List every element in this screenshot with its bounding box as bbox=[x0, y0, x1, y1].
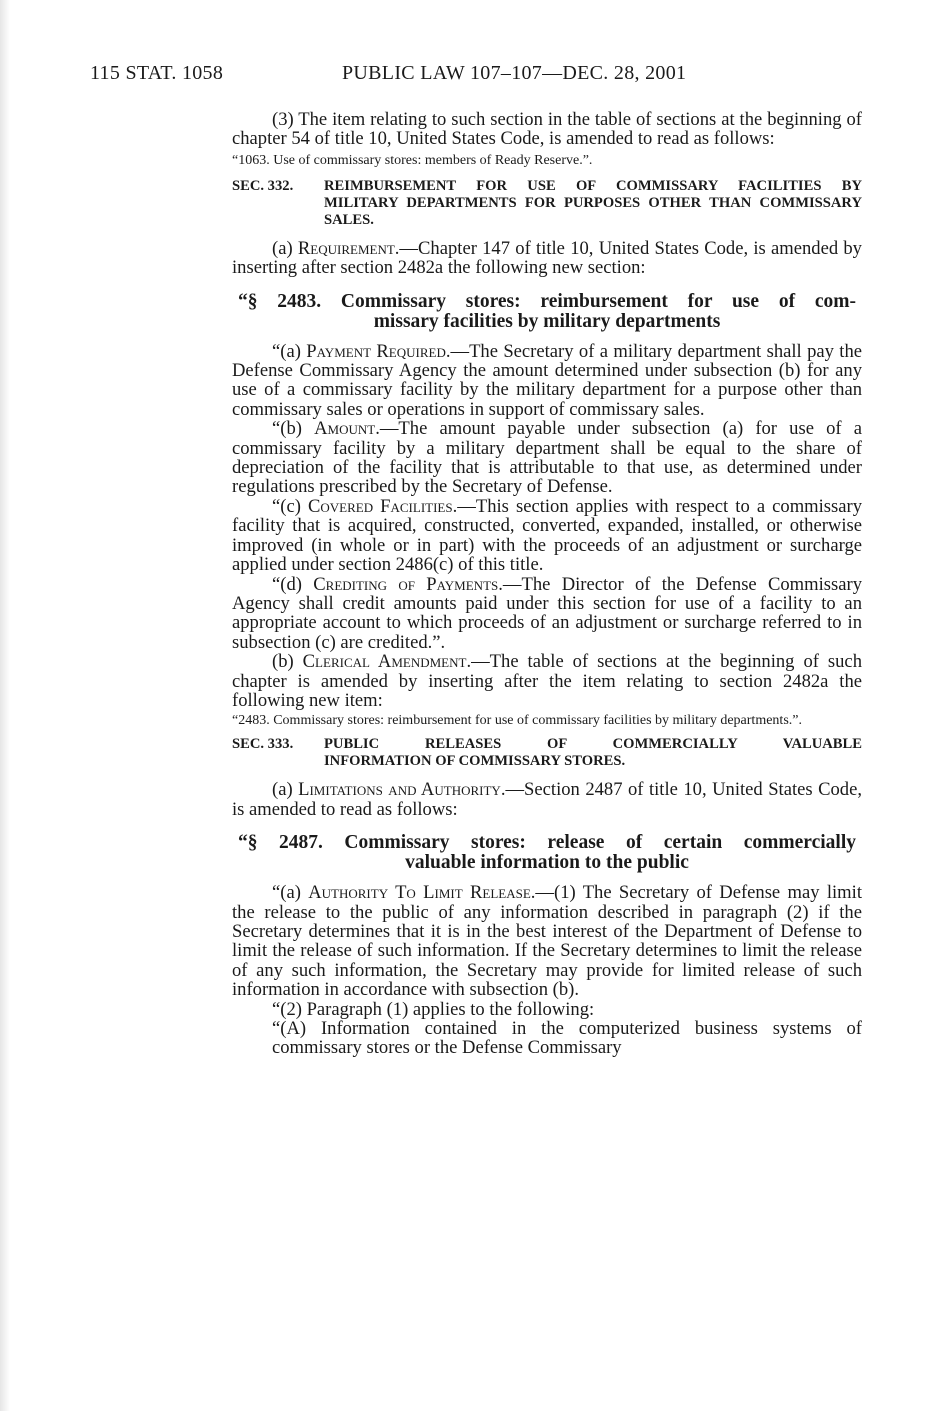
toc-item-2483: “2483. Commissary stores: reimbursement for use of commissary facilities by military departments.”. bbox=[232, 713, 802, 729]
section-2487-subparagraph-A: “(A) Information contained in the computerized business systems of commissary stores or the Defense Commissary bbox=[272, 1018, 862, 1059]
law-reference: PUBLIC LAW 107–107—DEC. 28, 2001 bbox=[342, 62, 687, 84]
section-332-title bbox=[324, 178, 862, 229]
subsection-label: (a) bbox=[272, 237, 298, 259]
section-2487-title-line2: valuable information to the public bbox=[405, 852, 689, 874]
subsection-text: .—The amount payable under subsection (a) for use of a commissary facility by a military department shall be equal to the share of depreciation of the facility that is attributable to that use, as determined under regulations prescribed by the Secretary of Defense. bbox=[232, 418, 862, 498]
subsection-heading: Amount bbox=[314, 418, 376, 440]
section-332-heading bbox=[232, 178, 862, 229]
section-333-number: SEC. 333. bbox=[232, 736, 294, 753]
section-332-title-rest: MILITARY DEPARTMENTS FOR PURPOSES OTHER THAN COMMISSARY SALES. bbox=[324, 194, 862, 228]
section-332-number: SEC. 332. bbox=[232, 177, 294, 194]
section-2483-subsection-b bbox=[232, 419, 862, 497]
section-333-heading bbox=[232, 736, 862, 770]
section-2487-title bbox=[232, 833, 862, 873]
stat-reference: 115 STAT. 1058 bbox=[90, 62, 224, 84]
section-2487-paragraph-2: “(2) Paragraph (1) applies to the following: bbox=[272, 998, 595, 1020]
section-332-title-line1: REIMBURSEMENT FOR USE OF COMMISSARY FACILITIES BY bbox=[324, 177, 862, 194]
section-332-subsection-a bbox=[232, 239, 862, 278]
subsection-label: “(a) bbox=[272, 882, 309, 904]
toc-item-1063: “1063. Use of commissary stores: members of Ready Reserve.”. bbox=[232, 152, 593, 168]
scan-edge-shadow bbox=[0, 0, 10, 1411]
running-head bbox=[90, 62, 865, 88]
section-2487-title-line1: “§ 2487. Commissary stores: release of certain commercially bbox=[238, 832, 856, 854]
section-2487-subsection-a bbox=[232, 883, 862, 999]
section-2483-subsection-c bbox=[232, 497, 862, 575]
body-text bbox=[232, 110, 862, 1058]
subsection-label: “(a) bbox=[272, 340, 307, 362]
section-2483-title-line1: “§ 2483. Commissary stores: reimbursement for use of com- bbox=[238, 290, 856, 312]
subsection-label: “(b) bbox=[272, 418, 315, 440]
subsection-text: .—Section 2487 of title 10, United States Code, is amended to read as follows: bbox=[232, 779, 862, 820]
subsection-heading: Requirement bbox=[297, 237, 395, 259]
subsection-heading: Covered Facilities bbox=[307, 495, 453, 517]
section-2483-subsection-a bbox=[232, 342, 862, 420]
subsection-text: .—This section applies with respect to a commissary facility that is acquired, constructed, converted, expanded, installed, or otherwise improved (in whole or in part) with the proceeds of an adjustment or surcharge applied under section 2486(c) of this title. bbox=[232, 495, 862, 576]
section-2483-title-line2: missary facilities by military departments bbox=[373, 310, 721, 332]
subsection-heading: Authority To Limit Release bbox=[308, 882, 531, 904]
section-333-title-line1: PUBLIC RELEASES OF COMMERCIALLY VALUABLE bbox=[324, 736, 862, 753]
section-332-subsection-b bbox=[232, 652, 862, 710]
section-333-subsection-a bbox=[232, 780, 862, 819]
section-333-title bbox=[324, 736, 862, 770]
paragraph-3: (3) The item relating to such section in the table of sections at the beginning of chapter 54 of title 10, United States Code, is amended to read as follows: bbox=[232, 109, 862, 150]
subsection-heading: Crediting of Payments bbox=[313, 573, 499, 595]
section-2483-subsection-d bbox=[232, 575, 862, 653]
subsection-text: .—The Secretary of a military department shall pay the Defense Commissary Agency the amount determined under subsection (b) for any use of a commissary facility by the military department for a purpose other than commissary sales or operations in support of commissary sales. bbox=[232, 340, 862, 420]
section-2483-title bbox=[232, 292, 862, 332]
subsection-heading: Payment Required bbox=[306, 340, 446, 362]
subsection-label: “(d) bbox=[272, 573, 314, 595]
subsection-label: (a) bbox=[272, 779, 299, 801]
subsection-text: .—The table of sections at the beginning of such chapter is amended by inserting after the item relating to section 2482a the following new item: bbox=[232, 651, 862, 711]
subsection-label: (b) bbox=[272, 651, 303, 673]
subsection-text: .—The Director of the Defense Commissary Agency shall credit amounts paid under this section for use of a facility to an appropriate account to which proceeds of an adjustment or surcharge referred to in subsection (c) are credited.”. bbox=[232, 573, 862, 653]
subsection-heading: Clerical Amendment bbox=[302, 651, 467, 673]
subsection-text: .—(1) The Secretary of Defense may limit the release to the public of any information described in paragraph (2) if the Secretary determines that it is in the best interest of the Department of Defense to limit the release of such information. If the Secretary determines to limit the release of any such information, the Secretary may provide for limited release of such information in accordance with subsection (b). bbox=[232, 882, 862, 1001]
section-333-title-rest: INFORMATION OF COMMISSARY STORES. bbox=[324, 753, 626, 770]
subsection-label: “(c) bbox=[272, 495, 308, 517]
subsection-heading: Limitations and Authority bbox=[298, 779, 501, 801]
subsection-text: .—Chapter 147 of title 10, United States Code, is amended by inserting after section 2482a the following new section: bbox=[232, 237, 862, 279]
